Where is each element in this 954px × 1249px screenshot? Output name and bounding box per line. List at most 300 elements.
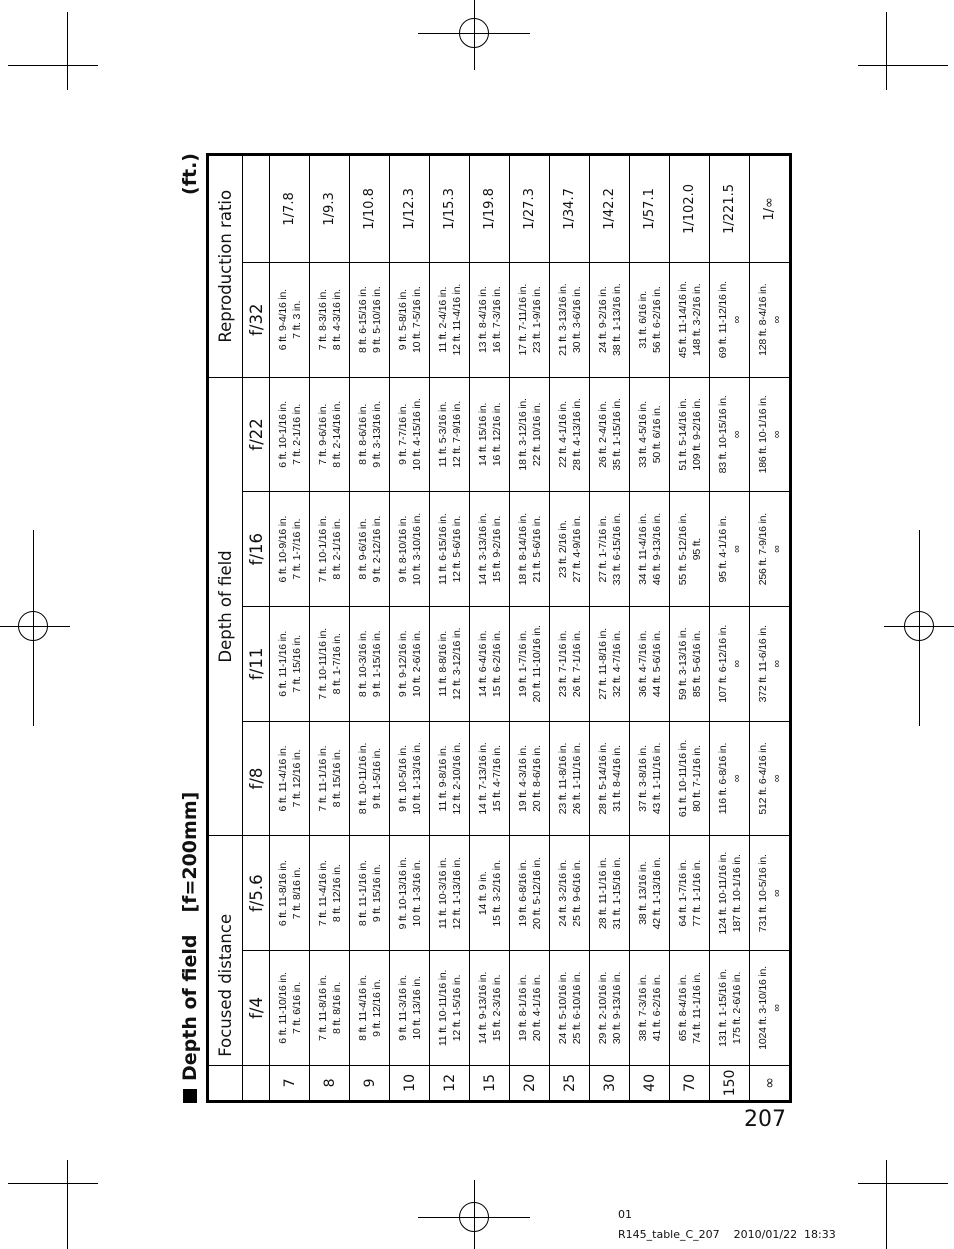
dof-far-limit: 33 ft. 6-15/16 in. — [610, 512, 623, 586]
reproduction-ratio-value: 1/7.8 — [270, 156, 310, 263]
dof-near-limit: 36 ft. 4-7/16 in. — [636, 630, 649, 698]
dof-cell — [350, 377, 390, 492]
dof-far-limit: 15 ft. 3-2/16 in. — [490, 859, 503, 927]
reproduction-ratio-value: 1/57.1 — [630, 156, 670, 263]
dof-near-limit: 6 ft. 11-1/16 in. — [276, 630, 289, 697]
dof-near-limit: 19 ft. 4-3/16 in. — [516, 745, 529, 812]
dof-cell — [350, 836, 390, 951]
focused-distance-header: Focused distance — [209, 836, 243, 1065]
dof-cell — [510, 377, 550, 492]
dof-near-limit: 6 ft. 9-4/16 in. — [276, 289, 289, 351]
dof-cell — [710, 262, 750, 377]
dof-cell — [310, 836, 350, 951]
dof-far-limit: 10 ft. 2-6/16 in. — [410, 630, 423, 698]
dof-far-limit: ∞ — [730, 316, 743, 324]
dof-cell — [750, 377, 790, 492]
corner-cell — [209, 1065, 243, 1100]
dof-near-limit: 14 ft. 3-13/16 in. — [476, 512, 489, 586]
dof-far-limit: 46 ft. 9-13/16 in. — [650, 512, 663, 586]
dof-cell — [710, 951, 750, 1066]
reproduction-ratio-value: 1/34.7 — [550, 156, 590, 263]
footer-line-1: 01 — [618, 1208, 632, 1221]
dof-far-limit: 7 ft. 1-7/16 in. — [290, 518, 303, 580]
dof-far-limit: 16 ft. 7-3/16 in. — [490, 286, 503, 354]
dof-near-limit: 61 ft. 10-11/16 in. — [676, 739, 689, 818]
dof-cell — [430, 262, 470, 377]
rotated-table-area — [180, 153, 792, 1103]
table-row — [470, 156, 510, 1101]
dof-near-limit: 7 ft. 11-8/16 in. — [316, 975, 329, 1041]
dof-near-limit: 1024 ft. 3-10/16 in. — [756, 966, 769, 1050]
dof-near-limit: 14 ft. 7-13/16 in. — [476, 742, 489, 815]
aperture-header: f/4 — [243, 951, 270, 1066]
dof-near-limit: 19 ft. 8-1/16 in. — [516, 974, 529, 1042]
dof-cell — [390, 262, 430, 377]
dof-near-limit: 186 ft. 10-1/16 in. — [756, 395, 769, 474]
dof-cell — [430, 492, 470, 607]
dof-cell — [590, 606, 630, 721]
ratio-spacer-cell — [243, 156, 270, 263]
dof-far-limit: 12 ft. 3-12/16 in. — [450, 627, 463, 700]
dof-near-limit: 6 ft. 10-1/16 in. — [276, 401, 289, 468]
dof-far-limit: 27 ft. 4-9/16 in. — [570, 515, 583, 583]
dof-cell — [310, 721, 350, 836]
dof-near-limit: 23 ft. 11-8/16 in. — [556, 742, 569, 815]
dof-near-limit: 31 ft. 6/16 in. — [636, 290, 649, 349]
dof-near-limit: 107 ft. 6-12/16 in. — [716, 624, 729, 703]
dof-cell — [390, 836, 430, 951]
dof-far-limit: 7 ft. 15/16 in. — [290, 634, 303, 693]
table-row — [350, 156, 390, 1101]
focused-distance-value: 20 — [510, 1065, 550, 1100]
dof-far-limit: 12 ft. 1-13/16 in. — [450, 857, 463, 930]
dof-cell — [470, 951, 510, 1066]
reproduction-ratio-value: 1/∞ — [750, 156, 790, 263]
dof-far-limit: 10 ft. 3-10/16 in. — [410, 512, 423, 586]
dof-far-limit: ∞ — [770, 660, 783, 668]
dof-cell — [350, 492, 390, 607]
dof-far-limit: 8 ft. 1-7/16 in. — [330, 633, 343, 695]
dof-cell — [590, 721, 630, 836]
dof-far-limit: 109 ft. 9-2/16 in. — [690, 398, 703, 471]
dof-far-limit: 9 ft. 3-13/16 in. — [370, 401, 383, 468]
dof-near-limit: 7 ft. 11-1/16 in. — [316, 745, 329, 812]
dof-far-limit: 8 ft. 15/16 in. — [330, 749, 343, 808]
table-row — [750, 156, 790, 1101]
dof-near-limit: 9 ft. 9-12/16 in. — [396, 630, 409, 698]
dof-cell — [310, 951, 350, 1066]
dof-far-limit: 20 ft. 5-12/16 in. — [530, 857, 543, 930]
dof-cell — [470, 492, 510, 607]
dof-near-limit: 14 ft. 9-13/16 in. — [476, 971, 489, 1045]
table-row — [590, 156, 630, 1101]
dof-cell — [390, 606, 430, 721]
dof-far-limit: 8 ft. 12/16 in. — [330, 864, 343, 923]
dof-near-limit: 128 ft. 8-4/16 in. — [756, 283, 769, 356]
dof-cell — [750, 951, 790, 1066]
dof-cell — [630, 492, 670, 607]
dof-near-limit: 55 ft. 5-12/16 in. — [676, 512, 689, 586]
dof-far-limit: 7 ft. 8/16 in. — [290, 867, 303, 920]
dof-cell — [750, 606, 790, 721]
dof-near-limit: 18 ft. 8-14/16 in. — [516, 512, 529, 586]
dof-far-limit: 15 ft. 9-2/16 in. — [490, 515, 503, 583]
dof-cell — [750, 836, 790, 951]
dof-far-limit: 30 ft. 3-6/16 in. — [570, 286, 583, 354]
dof-near-limit: 23 ft. 2/16 in. — [556, 520, 569, 578]
dof-near-limit: 11 ft. 10-3/16 in. — [436, 857, 449, 929]
dof-cell — [550, 492, 590, 607]
dof-cell — [630, 262, 670, 377]
dof-near-limit: 17 ft. 7-11/16 in. — [516, 283, 529, 356]
dof-cell — [590, 951, 630, 1066]
dof-far-limit: 74 ft. 11-1/16 in. — [690, 972, 703, 1044]
dof-near-limit: 34 ft. 11-4/16 in. — [636, 513, 649, 585]
reproduction-ratio-value: 1/10.8 — [350, 156, 390, 263]
dof-far-limit: 187 ft. 10-1/16 in. — [730, 854, 743, 933]
dof-cell — [390, 492, 430, 607]
reproduction-ratio-value: 1/42.2 — [590, 156, 630, 263]
dof-far-limit: 15 ft. 2-3/16 in. — [490, 974, 503, 1042]
dof-far-limit: 25 ft. 6-10/16 in. — [570, 971, 583, 1045]
dof-far-limit: 10 ft. 1-3/16 in. — [410, 859, 423, 927]
dof-far-limit: 31 ft. 1-15/16 in. — [610, 857, 623, 930]
dof-far-limit: ∞ — [770, 889, 783, 897]
dof-near-limit: 59 ft. 3-13/16 in. — [676, 627, 689, 700]
dof-cell — [510, 606, 550, 721]
dof-far-limit: 26 ft. 1-11/16 in. — [570, 742, 583, 815]
dof-cell — [470, 836, 510, 951]
table-row — [510, 156, 550, 1101]
dof-far-limit: 7 ft. 12/16 in. — [290, 749, 303, 808]
depth-of-field-table — [206, 153, 792, 1103]
reproduction-ratio-value: 1/15.3 — [430, 156, 470, 263]
reproduction-ratio-value: 1/12.3 — [390, 156, 430, 263]
dof-cell — [750, 492, 790, 607]
dof-cell — [310, 492, 350, 607]
dof-cell — [670, 492, 710, 607]
dof-near-limit: 6 ft. 10-9/16 in. — [276, 515, 289, 583]
dof-far-limit: 20 ft. 4-1/16 in. — [530, 974, 543, 1042]
dof-far-limit: 95 ft. — [690, 538, 703, 561]
dof-far-limit: 35 ft. 1-15/16 in. — [610, 398, 623, 471]
dof-cell — [550, 951, 590, 1066]
dof-far-limit: ∞ — [770, 430, 783, 439]
dof-far-limit: 31 ft. 8-4/16 in. — [610, 745, 623, 812]
dof-far-limit: 15 ft. 6-2/16 in. — [490, 630, 503, 698]
dof-near-limit: 29 ft. 2-10/16 in. — [596, 971, 609, 1045]
table-header-bar — [180, 153, 204, 1103]
dof-cell — [430, 606, 470, 721]
dof-far-limit: ∞ — [770, 774, 783, 783]
dof-far-limit: 42 ft. 1-13/16 in. — [650, 857, 663, 930]
dof-near-limit: 116 ft. 6-8/16 in. — [716, 742, 729, 815]
dof-cell — [390, 951, 430, 1066]
aperture-header-row — [243, 156, 270, 1101]
dof-cell — [630, 721, 670, 836]
dof-far-limit: 7 ft. 2-1/16 in. — [290, 403, 303, 465]
dof-far-limit: 7 ft. 6/16 in. — [290, 981, 303, 1034]
dof-cell — [710, 377, 750, 492]
group-header-row — [209, 156, 243, 1101]
dof-near-limit: 64 ft. 1-7/16 in. — [676, 859, 689, 927]
dof-cell — [470, 721, 510, 836]
focused-distance-value: 7 — [270, 1065, 310, 1100]
dof-near-limit: 8 ft. 10-11/16 in. — [356, 742, 369, 815]
square-bullet-icon — [183, 1089, 197, 1103]
dof-near-limit: 22 ft. 4-1/16 in. — [556, 401, 569, 468]
dof-cell — [590, 836, 630, 951]
focused-distance-value: 30 — [590, 1065, 630, 1100]
dof-near-limit: 7 ft. 10-1/16 in. — [316, 515, 329, 583]
unit-label: (ft.) — [179, 153, 201, 195]
dof-cell — [390, 377, 430, 492]
dof-cell — [670, 836, 710, 951]
dof-cell — [390, 721, 430, 836]
dof-cell — [550, 262, 590, 377]
dof-cell — [430, 721, 470, 836]
dof-cell — [510, 262, 550, 377]
dof-near-limit: 9 ft. 10-5/16 in. — [396, 745, 409, 812]
dof-far-limit: 12 ft. 7-9/16 in. — [450, 401, 463, 468]
title-lens: [f=200mm] — [179, 791, 201, 913]
dof-near-limit: 37 ft. 3-8/16 in. — [636, 745, 649, 812]
dof-far-limit: 80 ft. 7-1/16 in. — [690, 745, 703, 812]
dof-far-limit: ∞ — [730, 430, 743, 439]
dof-far-limit: 10 ft. 1-13/16 in. — [410, 742, 423, 815]
dof-near-limit: 19 ft. 1-7/16 in. — [516, 630, 529, 698]
dof-near-limit: 24 ft. 5-10/16 in. — [556, 971, 569, 1045]
dof-far-limit: 21 ft. 5-6/16 in. — [530, 515, 543, 583]
table-row — [390, 156, 430, 1101]
dof-cell — [630, 951, 670, 1066]
dof-cell — [590, 262, 630, 377]
dof-near-limit: 28 ft. 11-1/16 in. — [596, 857, 609, 929]
dof-near-limit: 33 ft. 4-5/16 in. — [636, 401, 649, 468]
dof-cell — [750, 262, 790, 377]
table-row — [310, 156, 350, 1101]
dof-far-limit: 20 ft. 8-6/16 in. — [530, 745, 543, 812]
dof-cell — [350, 606, 390, 721]
dof-near-limit: 8 ft. 6-15/16 in. — [356, 286, 369, 354]
dof-near-limit: 6 ft. 11-8/16 in. — [276, 860, 289, 927]
reproduction-ratio-value: 1/102.0 — [670, 156, 710, 263]
focused-distance-value: 12 — [430, 1065, 470, 1100]
dof-cell — [550, 377, 590, 492]
reproduction-ratio-value: 1/27.3 — [510, 156, 550, 263]
dof-far-limit: 77 ft. 1-1/16 in. — [690, 859, 703, 927]
dof-cell — [270, 377, 310, 492]
aperture-header: f/22 — [243, 377, 270, 492]
dof-cell — [710, 836, 750, 951]
dof-far-limit: 175 ft. 2-6/16 in. — [730, 971, 743, 1045]
dof-near-limit: 6 ft. 11-10/16 in. — [276, 972, 289, 1044]
dof-cell — [310, 377, 350, 492]
aperture-header: f/5.6 — [243, 836, 270, 951]
aperture-header: f/8 — [243, 721, 270, 836]
focused-distance-value: 40 — [630, 1065, 670, 1100]
depth-of-field-header: Depth of field — [209, 377, 243, 836]
dof-far-limit: 26 ft. 7-1/16 in. — [570, 630, 583, 698]
dof-far-limit: 16 ft. 12/16 in. — [490, 402, 503, 467]
dof-cell — [510, 721, 550, 836]
dof-near-limit: 65 ft. 8-4/16 in. — [676, 974, 689, 1042]
dof-far-limit: 20 ft. 11-10/16 in. — [530, 625, 543, 703]
dof-cell — [470, 262, 510, 377]
dof-near-limit: 8 ft. 8-6/16 in. — [356, 403, 369, 465]
dof-far-limit: 9 ft. 2-12/16 in. — [370, 515, 383, 583]
dof-cell — [510, 492, 550, 607]
dof-near-limit: 7 ft. 10-11/16 in. — [316, 628, 329, 700]
dof-near-limit: 13 ft. 8-4/16 in. — [476, 286, 489, 354]
dof-cell — [630, 377, 670, 492]
table-row — [630, 156, 670, 1101]
dof-near-limit: 27 ft. 11-8/16 in. — [596, 628, 609, 700]
dof-near-limit: 95 ft. 4-1/16 in. — [716, 515, 729, 583]
page-number: 207 — [744, 1107, 786, 1132]
dof-near-limit: 18 ft. 3-12/16 in. — [516, 398, 529, 471]
dof-far-limit: 28 ft. 4-13/16 in. — [570, 398, 583, 471]
focused-distance-value: 25 — [550, 1065, 590, 1100]
reproduction-ratio-value: 1/19.8 — [470, 156, 510, 263]
dof-far-limit: ∞ — [770, 1004, 783, 1012]
dof-near-limit: 11 ft. 8-8/16 in. — [436, 630, 449, 697]
table-row — [430, 156, 470, 1101]
dof-near-limit: 8 ft. 11-1/16 in. — [356, 860, 369, 927]
dof-far-limit: ∞ — [770, 545, 783, 553]
dof-near-limit: 69 ft. 11-12/16 in. — [716, 281, 729, 359]
dof-cell — [350, 721, 390, 836]
dof-near-limit: 45 ft. 11-14/16 in. — [676, 281, 689, 359]
dof-far-limit: 9 ft. 15/16 in. — [370, 864, 383, 923]
aperture-header: f/16 — [243, 492, 270, 607]
dof-near-limit: 14 ft. 15/16 in. — [476, 402, 489, 467]
dof-near-limit: 9 ft. 8-10/16 in. — [396, 515, 409, 583]
reproduction-ratio-header: Reproduction ratio — [209, 156, 243, 378]
dof-near-limit: 8 ft. 10-3/16 in. — [356, 630, 369, 698]
dof-cell — [350, 951, 390, 1066]
dof-far-limit: 148 ft. 3-2/16 in. — [690, 283, 703, 356]
dof-cell — [270, 492, 310, 607]
dof-cell — [430, 836, 470, 951]
dof-near-limit: 731 ft. 10-5/16 in. — [756, 854, 769, 933]
aperture-header: f/32 — [243, 262, 270, 377]
dof-far-limit: 30 ft. 9-13/16 in. — [610, 971, 623, 1045]
table-row — [710, 156, 750, 1101]
dof-far-limit: 9 ft. 1-15/16 in. — [370, 630, 383, 698]
dof-far-limit: 9 ft. 5-10/16 in. — [370, 286, 383, 354]
dof-near-limit: 512 ft. 6-4/16 in. — [756, 742, 769, 815]
dof-far-limit: 25 ft. 9-6/16 in. — [570, 859, 583, 927]
dof-far-limit: 8 ft. 8/16 in. — [330, 981, 343, 1034]
title-main: Depth of field — [179, 934, 201, 1081]
dof-cell — [710, 721, 750, 836]
dof-near-limit: 124 ft. 10-11/16 in. — [716, 851, 729, 935]
focused-distance-value: 10 — [390, 1065, 430, 1100]
dof-near-limit: 24 ft. 3-2/16 in. — [556, 859, 569, 927]
dof-cell — [670, 606, 710, 721]
dof-near-limit: 8 ft. 9-6/16 in. — [356, 518, 369, 580]
dof-far-limit: 44 ft. 5-6/16 in. — [650, 630, 663, 698]
dof-cell — [550, 836, 590, 951]
dof-cell — [430, 377, 470, 492]
dof-near-limit: 28 ft. 5-14/16 in. — [596, 742, 609, 815]
dof-near-limit: 19 ft. 6-8/16 in. — [516, 859, 529, 927]
dof-far-limit: 85 ft. 5-6/16 in. — [690, 630, 703, 698]
dof-cell — [470, 377, 510, 492]
dof-far-limit: 10 ft. 4-15/16 in. — [410, 398, 423, 471]
dof-near-limit: 11 ft. 5-3/16 in. — [436, 401, 449, 468]
dof-near-limit: 14 ft. 9 in. — [476, 871, 489, 916]
dof-near-limit: 11 ft. 6-15/16 in. — [436, 513, 449, 585]
dof-far-limit: 12 ft. 1-5/16 in. — [450, 974, 463, 1042]
dof-far-limit: 10 ft. 7-5/16 in. — [410, 286, 423, 354]
dof-near-limit: 9 ft. 10-13/16 in. — [396, 857, 409, 930]
dof-far-limit: 10 ft. 13/16 in. — [410, 976, 423, 1040]
dof-cell — [510, 951, 550, 1066]
dof-cell — [670, 262, 710, 377]
dof-cell — [670, 951, 710, 1066]
focused-distance-value: 70 — [670, 1065, 710, 1100]
dof-cell — [470, 606, 510, 721]
dof-cell — [630, 836, 670, 951]
dof-near-limit: 26 ft. 2-4/16 in. — [596, 401, 609, 468]
table-row — [550, 156, 590, 1101]
dof-cell — [710, 492, 750, 607]
dof-near-limit: 7 ft. 9-6/16 in. — [316, 403, 329, 465]
dof-far-limit: 22 ft. 10/16 in. — [530, 402, 543, 467]
dof-cell — [750, 721, 790, 836]
dof-cell — [270, 836, 310, 951]
dof-cell — [550, 606, 590, 721]
dof-cell — [550, 721, 590, 836]
dof-cell — [310, 262, 350, 377]
dof-far-limit: 50 ft. 6/16 in. — [650, 405, 663, 464]
dof-cell — [590, 492, 630, 607]
table-row — [670, 156, 710, 1101]
dof-cell — [310, 606, 350, 721]
dof-near-limit: 11 ft. 9-8/16 in. — [436, 745, 449, 812]
dof-cell — [670, 377, 710, 492]
dof-cell — [270, 606, 310, 721]
dof-near-limit: 21 ft. 3-13/16 in. — [556, 283, 569, 356]
dof-near-limit: 11 ft. 10-11/16 in. — [436, 969, 449, 1047]
dof-far-limit: 23 ft. 1-9/16 in. — [530, 286, 543, 354]
footer-line-2: R145_table_C_207 2010/01/22 18:33 — [618, 1228, 836, 1241]
dof-near-limit: 6 ft. 11-4/16 in. — [276, 745, 289, 812]
dof-far-limit: 32 ft. 4-7/16 in. — [610, 630, 623, 698]
focused-distance-value: 8 — [310, 1065, 350, 1100]
dof-cell — [270, 951, 310, 1066]
table-row — [270, 156, 310, 1101]
dof-far-limit: 8 ft. 2-14/16 in. — [330, 401, 343, 468]
dof-near-limit: 7 ft. 11-4/16 in. — [316, 860, 329, 927]
dof-near-limit: 9 ft. 7-7/16 in. — [396, 403, 409, 465]
dof-cell — [270, 262, 310, 377]
dof-near-limit: 38 ft. 7-3/16 in. — [636, 974, 649, 1042]
dof-far-limit: ∞ — [730, 545, 743, 553]
dof-far-limit: 41 ft. 6-2/16 in. — [650, 974, 663, 1042]
dof-near-limit: 8 ft. 11-4/16 in. — [356, 975, 369, 1041]
dof-cell — [710, 606, 750, 721]
dof-far-limit: ∞ — [730, 660, 743, 668]
dof-near-limit: 256 ft. 7-9/16 in. — [756, 512, 769, 586]
dof-near-limit: 51 ft. 5-14/16 in. — [676, 398, 689, 471]
corner-cell — [243, 1065, 270, 1100]
dof-near-limit: 24 ft. 9-2/16 in. — [596, 286, 609, 354]
dof-far-limit: 8 ft. 2-1/16 in. — [330, 518, 343, 580]
dof-cell — [270, 721, 310, 836]
